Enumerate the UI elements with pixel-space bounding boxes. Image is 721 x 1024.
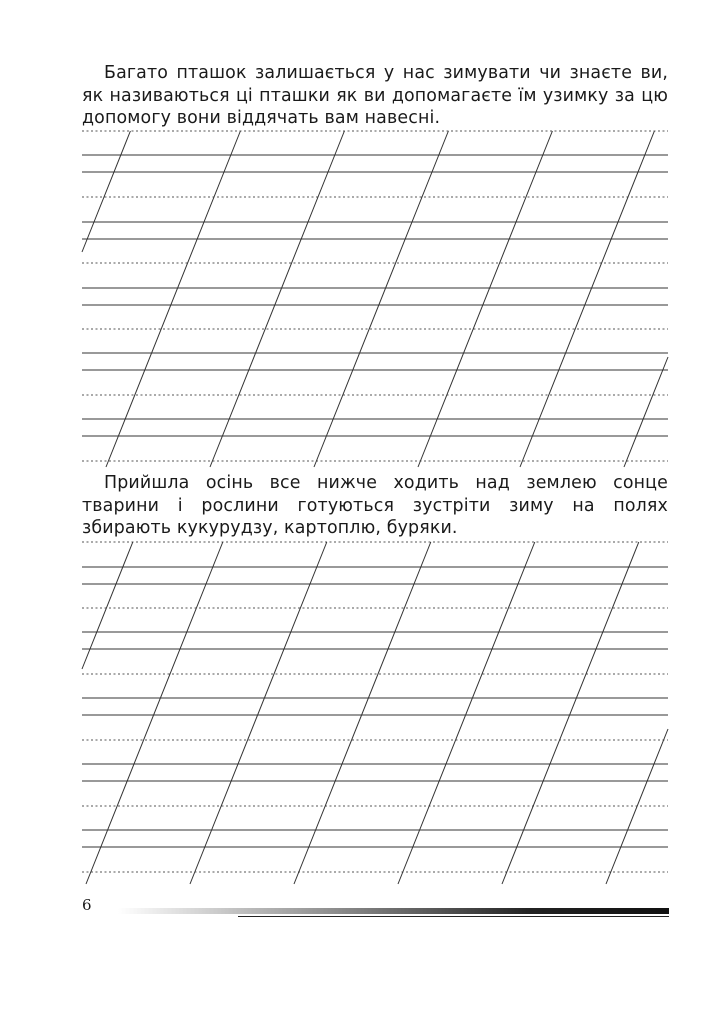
ruling-2-slant-line (502, 542, 639, 884)
ruling-2-slant-line (190, 542, 327, 884)
ruling-2-slant-line (606, 729, 668, 884)
footer-gradient-bar (118, 907, 669, 918)
ruling-2-slant-line (294, 542, 431, 884)
exercise-text-1: Багато пташок залишається у нас зимувати чи знаєте ви, як називаються ці пташки як ви допомагаєте їм узимку за цю допомогу вони віддячать вам навесні. (82, 63, 668, 128)
ruling-2-slant-line (82, 542, 133, 669)
page-number: 6 (82, 896, 92, 914)
ruling-2-slant-line (86, 542, 223, 884)
ruling-2-slant-line (398, 542, 535, 884)
exercise-text-2: Прийшла осінь все нижче ходить над землею сонце тварини і рослини готуються зустріти зиму на полях збирають кукурудзу, картоплю, буряки. (82, 473, 668, 538)
